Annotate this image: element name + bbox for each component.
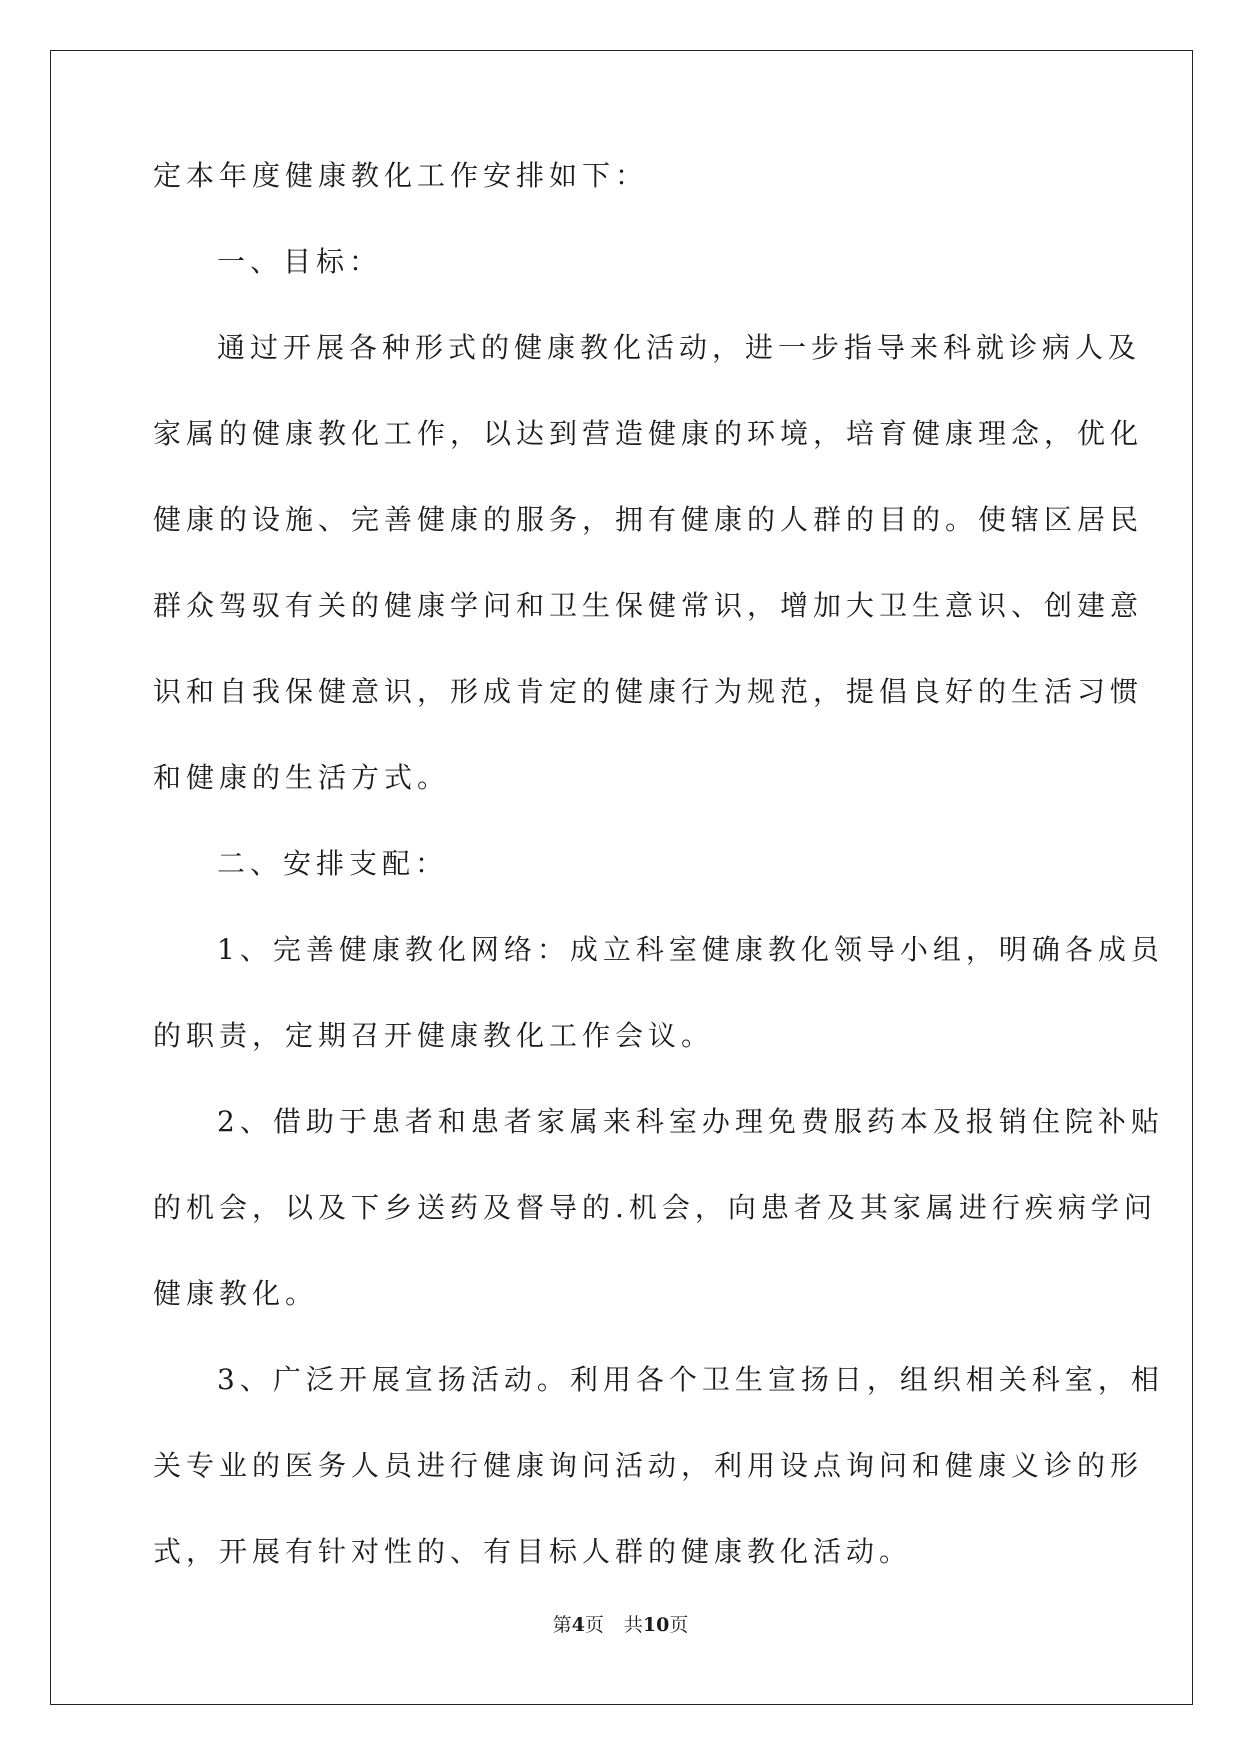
- text-line: 式，开展有针对性的、有目标人群的健康教化活动。: [153, 1535, 913, 1568]
- text-line: 的职责，定期召开健康教化工作会议。: [153, 1019, 715, 1052]
- text-line: 健康的设施、完善健康的服务，拥有健康的人群的目的。使辖区居民: [153, 503, 1144, 536]
- text-line: 群众驾驭有关的健康学问和卫生保健常识，增加大卫生意识、创建意: [153, 589, 1144, 622]
- text-line: 识和自我保健意识，形成肯定的健康行为规范，提倡良好的生活习惯: [153, 675, 1144, 708]
- page-footer: [0, 1612, 1241, 1638]
- text-line: 关专业的医务人员进行健康询问活动，利用设点询问和健康义诊的形: [153, 1449, 1144, 1482]
- text-line: 1、完善健康教化网络：成立科室健康教化领导小组，明确各成员: [217, 933, 1164, 966]
- page-suffix: 页: [584, 1614, 604, 1636]
- text-line: 3、广泛开展宣扬活动。利用各个卫生宣扬日，组织相关科室，相: [217, 1363, 1164, 1396]
- text-line: 定本年度健康教化工作安排如下：: [153, 159, 649, 192]
- text-line: 的机会，以及下乡送药及督导的.机会，向患者及其家属进行疾病学问: [153, 1191, 1157, 1224]
- text-line: 2、借助于患者和患者家属来科室办理免费服药本及报销住院补贴: [217, 1105, 1164, 1138]
- page-prefix: 第: [552, 1614, 572, 1636]
- page-number: 4: [571, 1614, 585, 1636]
- text-line: 健康教化。: [153, 1277, 319, 1310]
- section-heading: 二、安排支配：: [217, 847, 449, 880]
- text-line: 家属的健康教化工作，以达到营造健康的环境，培育健康理念，优化: [153, 417, 1144, 450]
- text-line: 和健康的生活方式。: [153, 761, 451, 794]
- text-line: 通过开展各种形式的健康教化活动，进一步指导来科就诊病人及: [217, 331, 1142, 364]
- total-pages: 10: [642, 1614, 670, 1636]
- total-prefix: 共: [623, 1614, 643, 1636]
- total-suffix: 页: [669, 1614, 689, 1636]
- section-heading: 一、目标：: [217, 245, 383, 278]
